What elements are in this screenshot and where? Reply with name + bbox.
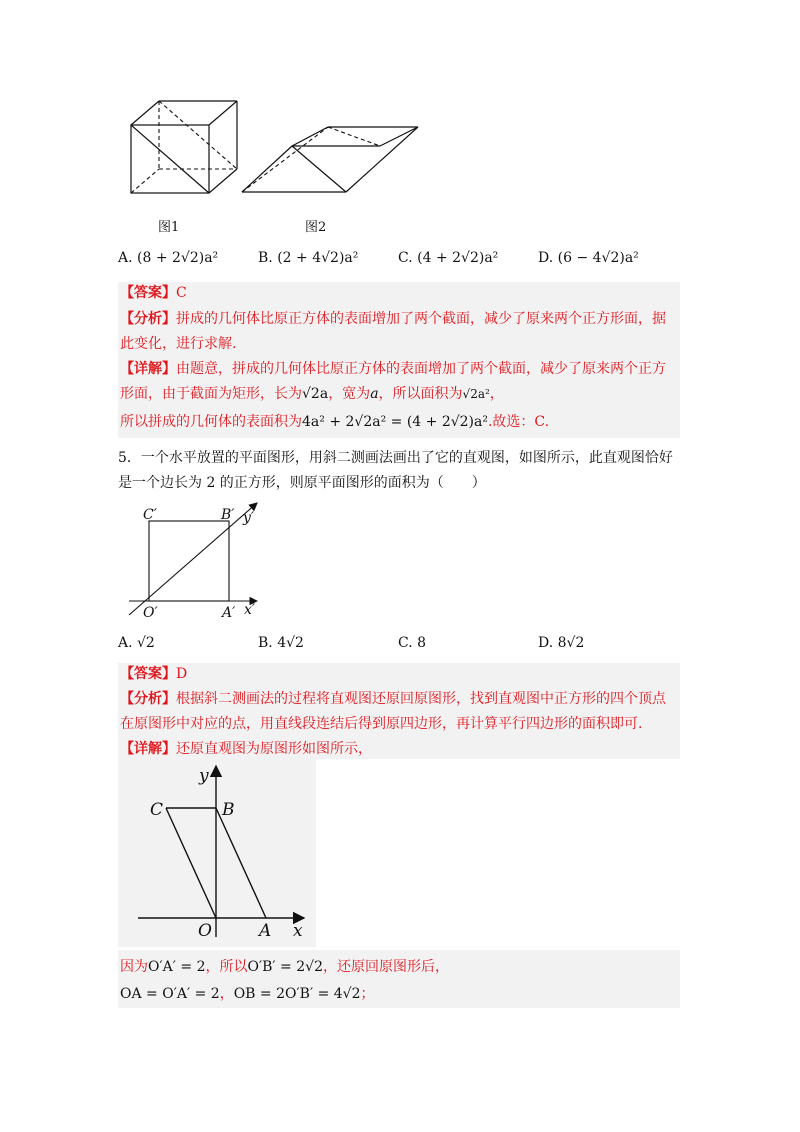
option-letter: A. xyxy=(118,635,133,651)
option-expr: 8√2 xyxy=(557,635,585,651)
q4-option-a xyxy=(118,250,218,266)
option-letter: C. xyxy=(398,635,413,651)
q5-option-b xyxy=(258,635,304,651)
q5-analysis-line-2: 在原图形中对应的点，用直线段连结后得到原四边形，再计算平行四边形的面积即可. xyxy=(120,716,643,732)
math-width: a xyxy=(370,386,379,402)
label-b-prime: B′ xyxy=(221,507,235,523)
label-x-prime: x′ xyxy=(244,602,256,618)
label-y: y xyxy=(199,766,209,786)
q4-option-d xyxy=(538,250,639,266)
label-x: x xyxy=(293,921,303,941)
because-text: ，所以 xyxy=(205,959,248,975)
math-length: √2a xyxy=(302,386,329,402)
q4-detail-line-3 xyxy=(120,412,549,432)
figure-1-caption: 图1 xyxy=(158,220,180,235)
answer-value: C xyxy=(176,285,187,301)
label-a: A xyxy=(259,921,272,941)
q5-option-d xyxy=(538,635,584,651)
option-expr: √2 xyxy=(137,635,155,651)
option-letter: D. xyxy=(538,250,554,266)
label-c-prime: C′ xyxy=(143,507,157,523)
q5-option-c xyxy=(398,635,426,651)
analysis-label: 【分析】 xyxy=(120,691,176,707)
answer-label: 【答案】 xyxy=(120,666,176,682)
q4-analysis-line-2: 此变化，进行求解. xyxy=(120,336,237,352)
figure-2-caption: 图2 xyxy=(305,220,327,235)
answer-value: D xyxy=(176,666,188,682)
separator-text: ， xyxy=(219,986,234,1002)
detail-text: ， xyxy=(489,386,504,402)
q5-detail-line-1 xyxy=(120,739,372,759)
detail-text: ，所以面积为 xyxy=(378,386,463,402)
detail-text: .故选：C. xyxy=(487,414,550,430)
label-o-prime: O′ xyxy=(143,605,158,621)
math-surface-area: 4a² + 2√2a² = (4 + 2√2)a² xyxy=(302,414,488,430)
math-ob-prime: O′B′ = 2√2 xyxy=(247,959,323,975)
q4-detail-line-2 xyxy=(120,384,504,404)
parallelepiped-figure-2 xyxy=(240,122,425,197)
q5-because-line xyxy=(120,957,449,977)
analysis-text: 根据斜二测画法的过程将直观图还原回原图形，找到直观图中正方形的四个顶点 xyxy=(176,691,666,707)
detail-text: 形面，由于截面为矩形，长为 xyxy=(120,386,302,402)
option-expr: (4 + 2√2)a² xyxy=(417,250,499,266)
option-letter: D. xyxy=(538,635,554,651)
separator-text: ； xyxy=(360,986,375,1002)
original-parallelogram-figure xyxy=(122,762,312,942)
q5-stem-line-1: 5．一个水平放置的平面图形，用斜二测画法画出了它的直观图，如图所示，此直观图恰好 xyxy=(118,450,673,466)
because-text: 因为 xyxy=(120,959,148,975)
q4-option-b xyxy=(258,250,358,266)
option-letter: C. xyxy=(398,250,413,266)
math-oa-prime: O′A′ = 2 xyxy=(148,959,206,975)
label-y-prime: y′ xyxy=(243,510,255,526)
q4-option-c xyxy=(398,250,498,266)
detail-text: 由题意，拼成的几何体比原正方体的表面增加了两个截面，减少了原来两个正方 xyxy=(176,361,666,377)
option-expr: 4√2 xyxy=(277,635,304,651)
analysis-label: 【分析】 xyxy=(120,311,176,327)
option-expr: 8 xyxy=(417,635,427,651)
q5-analysis-line-1 xyxy=(120,689,666,709)
answer-label: 【答案】 xyxy=(120,285,176,301)
detail-text: 所以拼成的几何体的表面积为 xyxy=(120,414,302,430)
q4-detail-line-1 xyxy=(120,359,666,379)
math-oa: OA = O′A′ = 2 xyxy=(120,986,220,1002)
math-area: √2a² xyxy=(462,387,490,401)
q5-answer xyxy=(120,664,187,684)
q5-stem-line-2: 是一个边长为 2 的正方形，则原平面图形的面积为（ ） xyxy=(118,475,486,491)
option-letter: B. xyxy=(258,635,273,651)
option-expr: (2 + 4√2)a² xyxy=(277,250,359,266)
math-ob: OB = 2O′B′ = 4√2 xyxy=(233,986,361,1002)
detail-label: 【详解】 xyxy=(120,741,176,757)
option-expr: (6 − 4√2)a² xyxy=(557,250,639,266)
q4-analysis-line-1 xyxy=(120,309,666,329)
option-letter: B. xyxy=(258,250,273,266)
q4-answer xyxy=(120,283,187,303)
q5-option-a xyxy=(118,635,155,651)
label-c: C xyxy=(150,800,164,820)
option-letter: A. xyxy=(118,250,133,266)
detail-text: 还原直观图为原图形如图所示， xyxy=(176,741,372,757)
detail-text: ，宽为 xyxy=(328,386,371,402)
detail-label: 【详解】 xyxy=(120,361,176,377)
analysis-text: 拼成的几何体比原正方体的表面增加了两个截面，减少了原来两个正方形面，据 xyxy=(176,311,666,327)
label-a-prime: A′ xyxy=(222,605,236,621)
label-b: B xyxy=(222,800,235,820)
because-text: ，还原回原图形后， xyxy=(322,959,449,975)
q5-last-line xyxy=(120,984,375,1004)
option-expr: (8 + 2√2)a² xyxy=(137,250,219,266)
cube-figure-1 xyxy=(125,95,245,195)
label-o: O xyxy=(198,921,212,941)
